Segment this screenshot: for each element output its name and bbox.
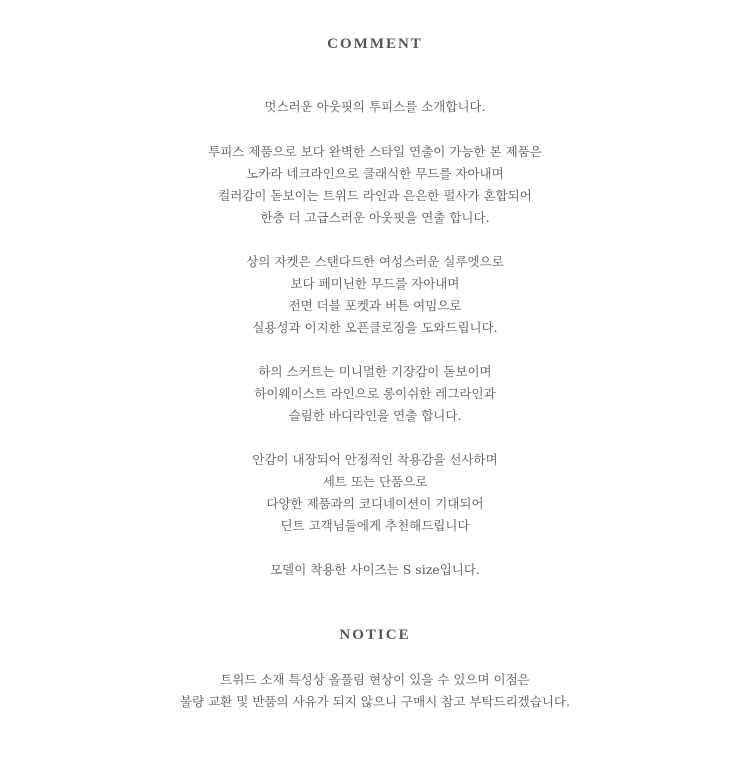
comment-line: 멋스러운 아웃핏의 투피스를 소개합니다. <box>264 99 486 114</box>
comment-heading: COMMENT <box>327 36 423 52</box>
comment-line: 투피스 제품으로 보다 완벽한 스타일 연출이 가능한 본 제품은 <box>208 144 542 159</box>
notice-heading: NOTICE <box>339 627 411 643</box>
comment-line: 하의 스커트는 미니멀한 기장감이 돋보이며 <box>258 364 492 379</box>
comment-line: 상의 자켓은 스탠다드한 여성스러운 실루엣으로 <box>246 254 504 269</box>
comment-line: 다양한 제품과의 코디네이션이 기대되어 <box>266 496 484 511</box>
comment-line: 하이웨이스트 라인으로 롱이쉬한 레그라인과 <box>254 386 496 401</box>
comment-line: 안감이 내장되어 안정적인 착용감을 선사하며 <box>252 452 498 467</box>
comment-line: 모델이 착용한 사이즈는 S size입니다. <box>270 562 480 577</box>
comment-line: 노카라 네크라인으로 클래식한 무드를 자아내며 <box>246 166 504 181</box>
notice-line: 트위드 소재 특성상 올풀림 현상이 있을 수 있으며 이점은 <box>220 672 530 687</box>
comment-line: 딘트 고객님들에게 추천해드립니다 <box>280 518 470 533</box>
comment-line: 세트 또는 단품으로 <box>322 474 428 489</box>
comment-line: 실용성과 이지한 오픈클로징을 도와드립니다. <box>252 320 498 335</box>
comment-line: 슬림한 바디라인을 연출 합니다. <box>288 408 462 423</box>
comment-line: 보다 페미닌한 무드를 자아내며 <box>290 276 460 291</box>
comment-line: 전면 더블 포켓과 버튼 여밈으로 <box>288 298 462 313</box>
notice-line: 불량 교환 및 반품의 사유가 되지 않으니 구매시 참고 부탁드리겠습니다. <box>180 694 570 709</box>
comment-line: 컬러감이 돋보이는 트위드 라인과 은은한 펄사가 혼합되어 <box>218 188 532 203</box>
comment-line: 한층 더 고급스러운 아웃핏을 연출 합니다. <box>260 210 490 225</box>
